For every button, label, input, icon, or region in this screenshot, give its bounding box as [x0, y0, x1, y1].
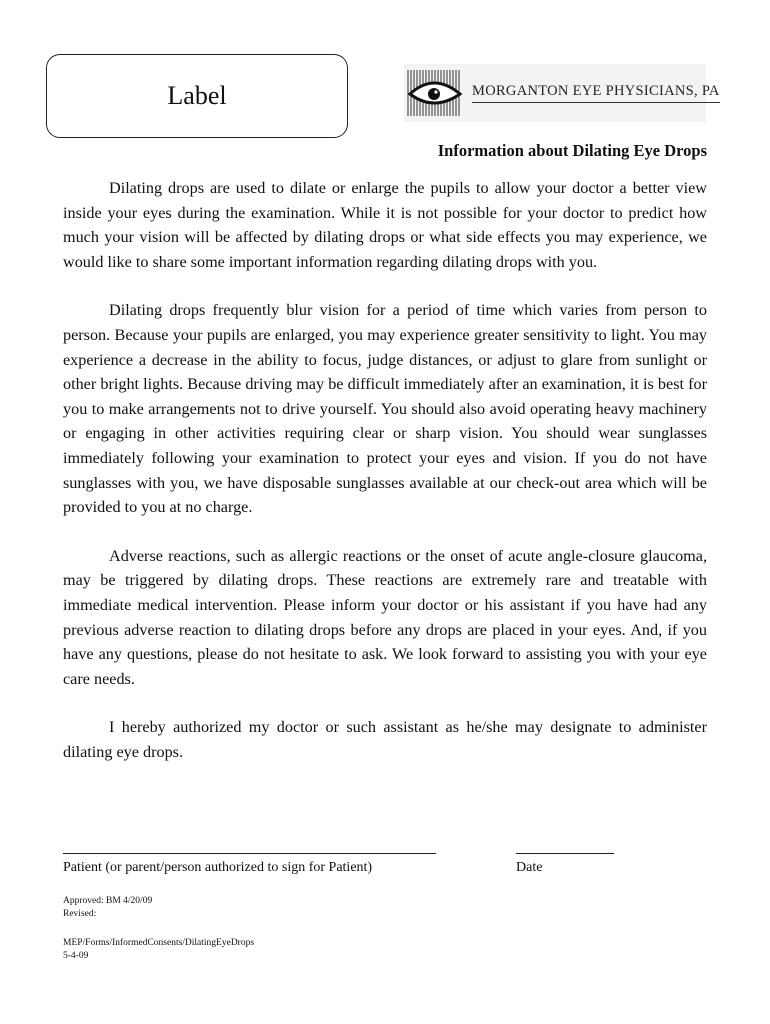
- paragraph-authorization: I hereby authorized my doctor or such assistant as he/she may designate to administer dilating eye drops.: [63, 718, 707, 761]
- label-box: [46, 54, 348, 138]
- approval-info: [63, 895, 152, 921]
- form-path: MEP/Forms/InformedConsents/DilatingEyeDrops: [63, 938, 255, 948]
- paragraph-intro: Dilating drops are used to dilate or enlarge the pupils to allow your doctor a better view inside your eyes during the examination. While it is not possible for your doctor to predict how much your vision will be affected by dilating drops or what side effects you may experience, we would like to share some important information regarding dilating drops with you.: [63, 179, 707, 271]
- label-text: Label: [167, 81, 227, 110]
- practice-logo: [404, 64, 720, 122]
- form-date: 5-4-09: [63, 951, 89, 961]
- practice-name: MORGANTON EYE PHYSICIANS, PA: [472, 83, 720, 103]
- patient-signature-line[interactable]: [63, 853, 436, 854]
- paragraph-adverse-reactions: Adverse reactions, such as allergic reactions or the onset of acute angle-closure glaucoma, may be triggered by dilating drops. These reactions are extremely rare and treatable with immediate medical intervention. Please inform your doctor or his assistant if you have had any previous adverse reaction to dilating drops before any drops are placed in your eyes. And, if you have any questions, please do not hesitate to ask. We look forward to assisting you with your eye care needs.: [63, 546, 707, 688]
- form-reference: [63, 937, 254, 963]
- document-title: Information about Dilating Eye Drops: [437, 141, 707, 160]
- paragraph-effects: Dilating drops frequently blur vision for a period of time which varies from person to person. Because your pupils are enlarged, you may experience greater sensitivity to light. You may experience a decrease in the ability to focus, judge distances, or adjust to glare from sunlight or other bright lights. Because driving may be difficult immediately after an examination, it is best for you to make arrangements not to drive yourself. You should also avoid operating heavy machinery or engaging in other activities requiring clear or sharp vision. You should wear sunglasses immediately following your examination to protect your eyes and vision. If you do not have sunglasses with you, we have disposable sunglasses available at our check-out area which will be provided to you at no charge.: [63, 301, 707, 517]
- patient-signature-label: Patient (or parent/person authorized to sign for Patient): [63, 860, 373, 875]
- approved-text: Approved: BM 4/20/09: [63, 896, 153, 906]
- revised-text: Revised:: [63, 909, 97, 919]
- document-body: [63, 176, 707, 788]
- date-signature-line[interactable]: [516, 853, 614, 854]
- eye-icon: [404, 64, 466, 122]
- date-label: Date: [516, 860, 543, 875]
